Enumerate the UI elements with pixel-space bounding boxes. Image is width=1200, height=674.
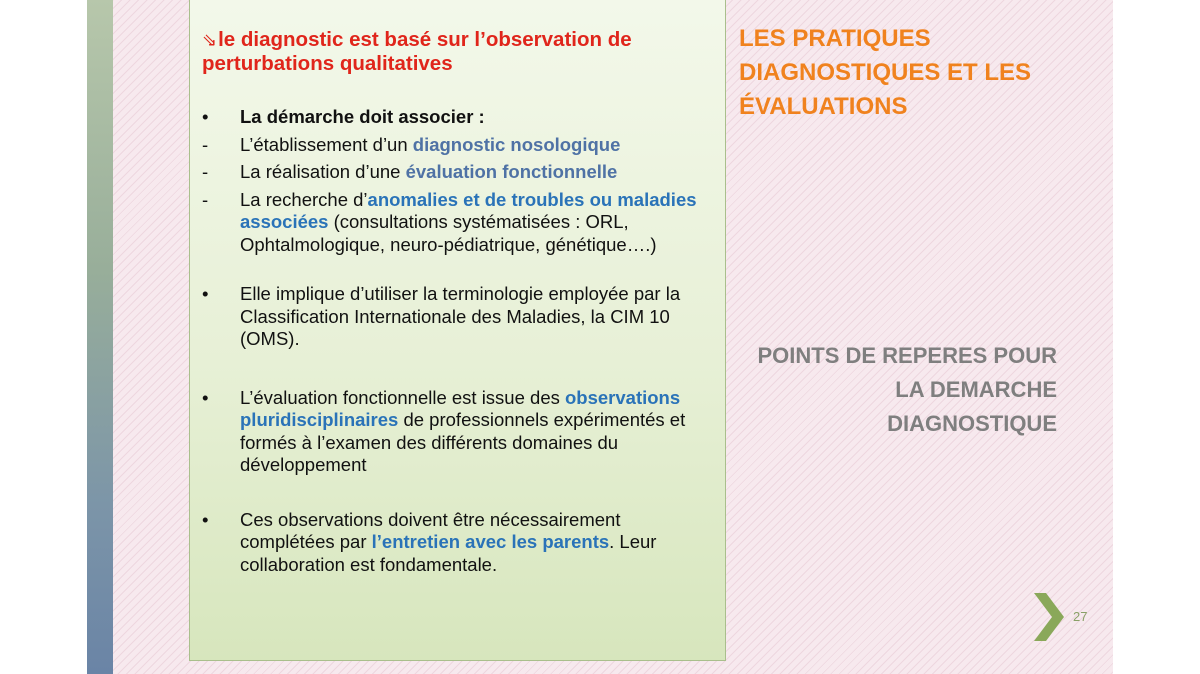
slide-heading-text: le diagnostic est basé sur l’observation de perturbations qualitatives	[202, 28, 632, 75]
slide-heading	[202, 28, 709, 76]
list-item	[202, 134, 709, 157]
list-item	[202, 189, 709, 257]
bullet-text: La réalisation d’une	[240, 161, 406, 182]
list-item	[202, 161, 709, 184]
bullet-mark: •	[202, 386, 209, 408]
chevron-right-icon[interactable]	[1034, 593, 1064, 641]
bullet-mark: -	[202, 161, 209, 182]
highlighted-text: évaluation fonctionnelle	[405, 161, 618, 182]
bullet-text: L’évaluation fonctionnelle est issue des	[240, 386, 565, 408]
highlighted-text: anomalies et de troubles ou maladies associées	[240, 188, 697, 232]
list-item	[202, 106, 709, 129]
bullet-text: L’établissement d’un	[240, 133, 413, 155]
bullet-text: Elle implique d’utiliser la terminologie employée par la Classification Internationale des Maladies, la CIM 10 (OMS).	[240, 283, 681, 349]
bullet-text: Ces observations doivent être nécessairement complétées par	[240, 508, 621, 552]
section-subtitle: POINTS DE REPERES POUR LA DEMARCHE DIAGNOSTIQUE	[757, 343, 1057, 436]
list-item	[202, 283, 709, 351]
bullet-mark: -	[202, 188, 209, 210]
bullet-list	[202, 106, 709, 576]
bullet-text: de professionnels expérimentés et formés à l’examen des différents domaines du développement	[240, 409, 686, 475]
bullet-text: (consultations systématisées : ORL, Ophtalmologique, neuro-pédiatrique, génétique….)	[240, 211, 657, 255]
highlighted-text: observations pluridisciplinaires	[240, 386, 681, 430]
bullet-text: La recherche d’	[240, 188, 368, 210]
highlighted-text: La démarche doit associer :	[240, 106, 485, 127]
list-item	[202, 387, 709, 477]
arrow-icon: ⇘	[202, 30, 218, 50]
bullet-text: . Leur collaboration est fondamentale.	[240, 531, 657, 575]
highlighted-text: l’entretien avec les parents	[371, 531, 610, 552]
bullet-mark: •	[202, 106, 209, 127]
bullet-mark: •	[202, 508, 209, 530]
bullet-mark: •	[202, 283, 209, 304]
bullet-mark: -	[202, 133, 209, 155]
page-number: 27	[1073, 609, 1088, 624]
content-panel	[189, 0, 726, 661]
section-title: LES PRATIQUES DIAGNOSTIQUES ET LES ÉVALUATIONS	[739, 25, 1032, 120]
highlighted-text: diagnostic nosologique	[412, 133, 621, 155]
list-item	[202, 509, 709, 577]
slide	[87, 0, 1113, 674]
left-accent-bar	[87, 0, 113, 674]
